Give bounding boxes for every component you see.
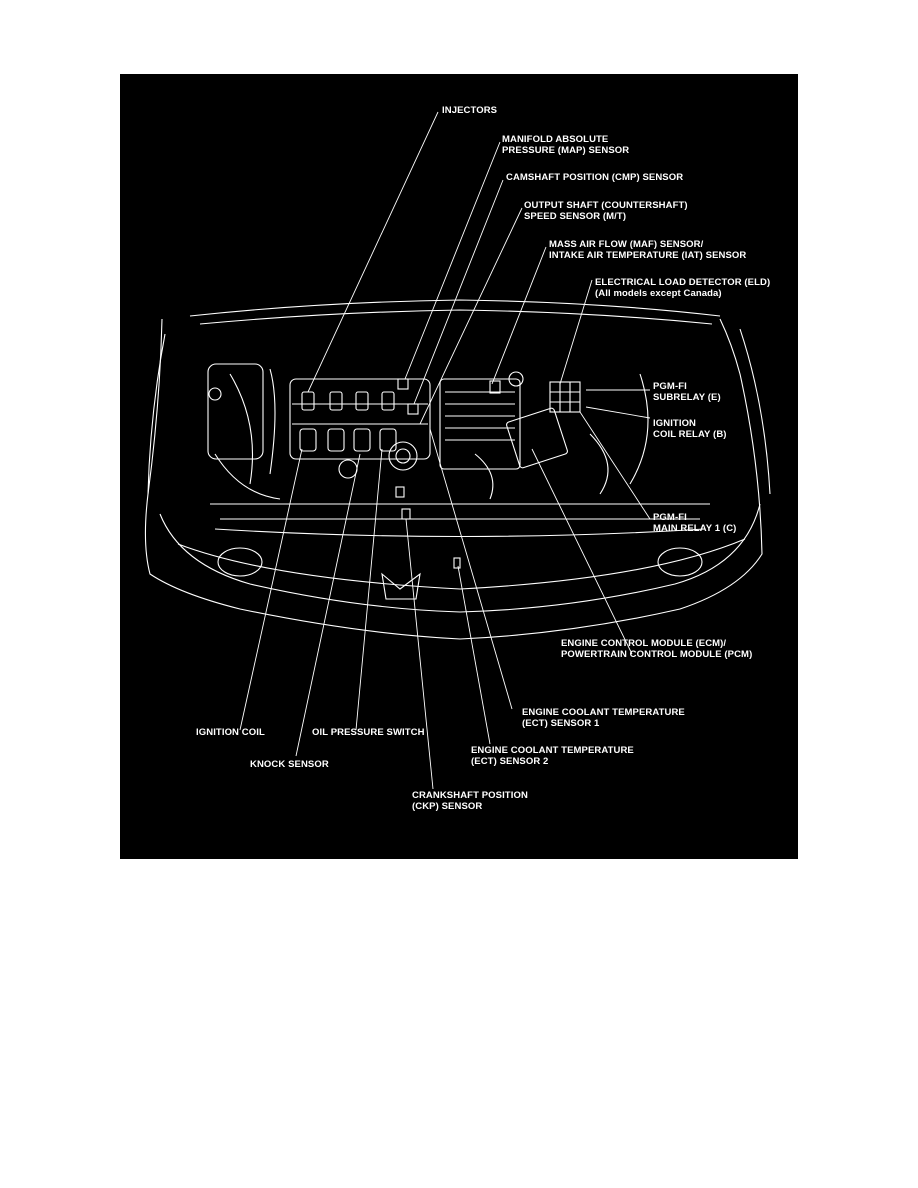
label-ect-sensor-2: ENGINE COOLANT TEMPERATURE (ECT) SENSOR 2: [471, 745, 634, 767]
label-ckp-sensor: CRANKSHAFT POSITION (CKP) SENSOR: [412, 790, 528, 812]
engine-bay-drawing: [120, 74, 798, 859]
label-ignition-coil-relay: IGNITION COIL RELAY (B): [653, 418, 727, 440]
label-pgm-fi-subrelay: PGM-FI SUBRELAY (E): [653, 381, 721, 403]
label-ignition-coil: IGNITION COIL: [196, 727, 265, 738]
label-knock-sensor: KNOCK SENSOR: [250, 759, 329, 770]
engine-component-diagram: [120, 74, 798, 859]
hood-upper-edge: [190, 300, 720, 316]
label-ect-sensor-1: ENGINE COOLANT TEMPERATURE (ECT) SENSOR 1: [522, 707, 685, 729]
label-cmp-sensor: CAMSHAFT POSITION (CMP) SENSOR: [506, 172, 684, 183]
hood-outline: [145, 319, 762, 639]
oil-filler-cap: [389, 442, 417, 470]
label-oil-pressure-switch: OIL PRESSURE SWITCH: [312, 727, 425, 738]
label-injectors: INJECTORS: [442, 105, 498, 116]
relay-box: [550, 382, 580, 412]
coil-packs: [300, 392, 396, 451]
label-map-sensor: MANIFOLD ABSOLUTE PRESSURE (MAP) SENSOR: [502, 134, 630, 156]
right-fog-light: [658, 548, 702, 576]
label-output-shaft-sensor: OUTPUT SHAFT (COUNTERSHAFT) SPEED SENSOR (M/T): [524, 200, 688, 222]
label-eld: ELECTRICAL LOAD DETECTOR (ELD) (All models except Canada): [595, 277, 771, 299]
label-ecm-pcm: ENGINE CONTROL MODULE (ECM)/ POWERTRAIN CONTROL MODULE (PCM): [561, 638, 753, 660]
label-maf-iat-sensor: MASS AIR FLOW (MAF) SENSOR/ INTAKE AIR TEMPERATURE (IAT) SENSOR: [549, 239, 747, 261]
label-pgm-fi-main-relay: PGM-FI MAIN RELAY 1 (C): [653, 512, 737, 534]
engine-head: [290, 379, 430, 459]
